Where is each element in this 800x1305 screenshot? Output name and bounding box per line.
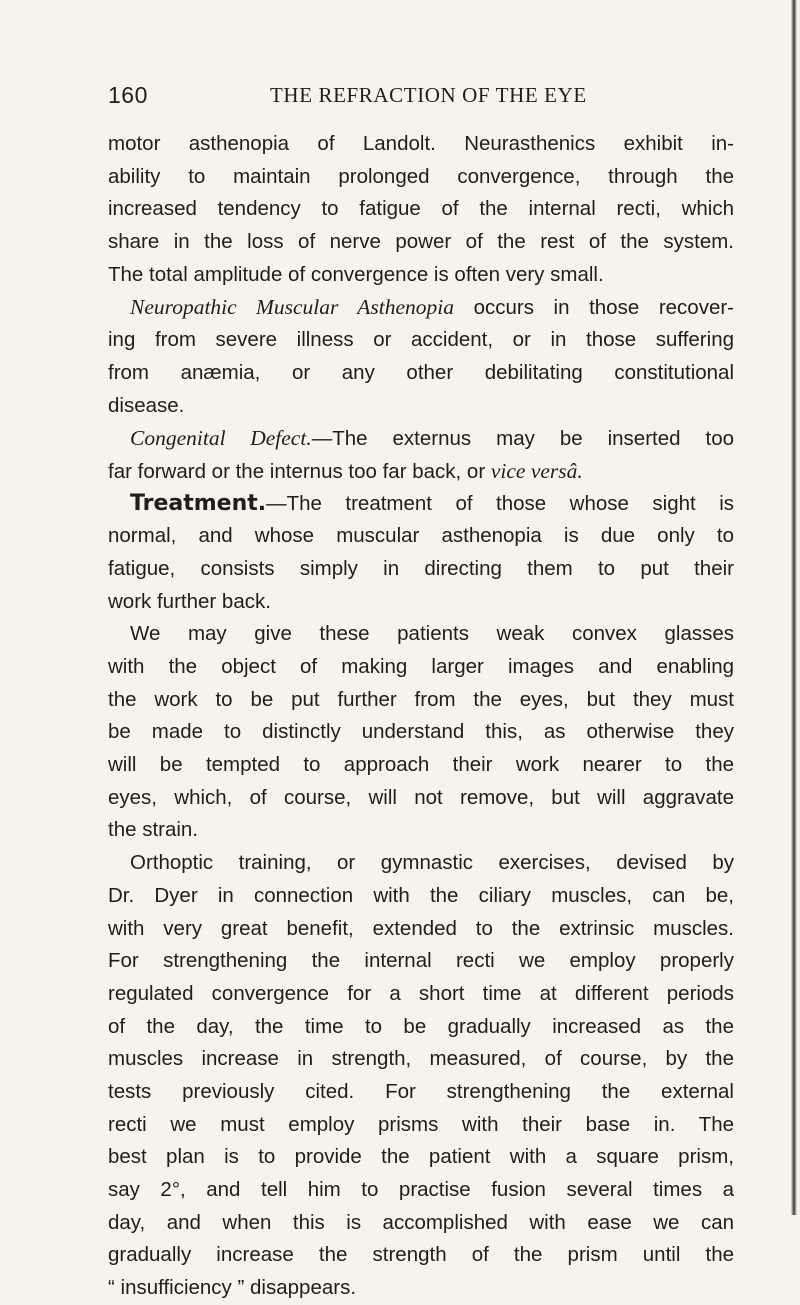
text-line: For strengthening the internal recti we employ properly [108, 949, 734, 973]
text-line: Treatment.—The treatment of those whose sight is [130, 490, 734, 516]
page-edge-shadow [791, 0, 800, 1215]
text-line: ability to maintain prolonged convergence, through the [108, 164, 734, 188]
text-line: disease. [108, 393, 185, 417]
page-header [108, 82, 720, 108]
text-line: Congenital Defect.—The externus may be inserted too [130, 426, 735, 451]
text-line: from anæmia, or any other debilitating constitutional [108, 360, 734, 384]
text-line: Orthoptic training, or gymnastic exercises, devised by [130, 851, 734, 875]
italic-heading: Neuropathic Muscular Asthenopia [130, 295, 454, 320]
text-line: fatigue, consists simply in directing them to put their [108, 556, 734, 580]
text-line: “ insufficiency ” disappears. [108, 1276, 357, 1300]
text-line: Dr. Dyer in connection with the ciliary muscles, can be, [108, 883, 734, 907]
text-line: far forward or the internus too far back, or vice versâ. [108, 458, 583, 483]
text-line: regulated convergence for a short time at different periods [108, 981, 734, 1005]
text-line: gradually increase the strength of the prism until the [108, 1243, 734, 1267]
text-line: with the object of making larger images and enabling [108, 655, 734, 678]
text-line: motor asthenopia of Landolt. Neurasthenics exhibit in- [108, 132, 734, 155]
text-line: tests previously cited. For strengthening the external [108, 1079, 734, 1103]
text-line: We may give these patients weak convex glasses [130, 622, 734, 646]
text-line: of the day, the time to be gradually increased as the [108, 1014, 734, 1038]
text-line: will be tempted to approach their work nearer to the [108, 753, 734, 777]
text-line: best plan is to provide the patient with a square prism, [108, 1145, 734, 1169]
text-line: The total amplitude of convergence is often very small. [108, 262, 604, 286]
text-line: Neuropathic Muscular Asthenopia occurs in those recover- [130, 295, 734, 320]
text-line: day, and when this is accomplished with ease we can [108, 1210, 734, 1234]
text-line: share in the loss of nerve power of the rest of the system. [108, 230, 734, 254]
text-line: the work to be put further from the eyes, but they must [108, 687, 734, 711]
body-text [108, 128, 734, 1305]
text-line: the strain. [108, 818, 199, 842]
italic-heading: Congenital Defect. [130, 426, 312, 451]
text-line: eyes, which, of course, will not remove, but will aggravate [108, 785, 734, 809]
text-line: work further back. [108, 589, 271, 613]
text-line: increased tendency to fatigue of the internal recti, which [108, 197, 734, 221]
text-line: say 2°, and tell him to practise fusion several times a [108, 1178, 734, 1201]
text-line: normal, and whose muscular asthenopia is due only to [108, 524, 734, 548]
text-line: ing from severe illness or accident, or in those suffering [108, 328, 734, 352]
italic-phrase: vice versâ. [490, 458, 583, 483]
text-line: recti we must employ prisms with their base in. The [108, 1112, 734, 1136]
page-number: 160 [108, 82, 148, 108]
text-line: muscles increase in strength, measured, of course, by the [108, 1047, 734, 1071]
text-line: be made to distinctly understand this, as otherwise they [108, 720, 734, 744]
running-title: THE REFRACTION OF THE EYE [270, 83, 587, 107]
bold-heading: Treatment. [130, 490, 267, 516]
text-line: with very great benefit, extended to the extrinsic muscles. [108, 916, 734, 940]
